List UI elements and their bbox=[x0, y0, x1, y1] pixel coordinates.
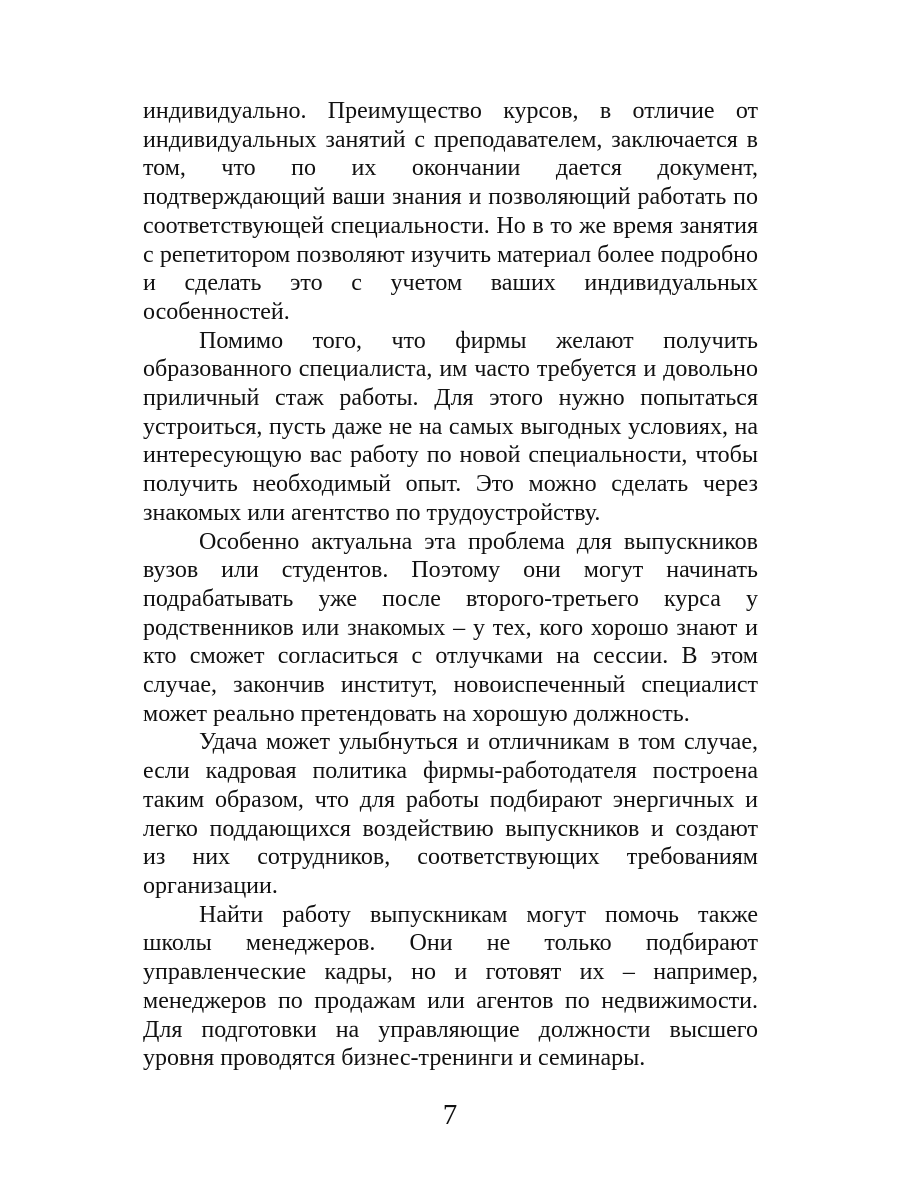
paragraph: Особенно актуальна эта проблема для выпускников вузов или студентов. Поэтому они могут начинать подрабатывать уже после второго-третьего курса у родственников или знакомых – у тех, кого хорошо знают и кто сможет согласиться с отлучками на сессии. В этом случае, закончив институт, новоиспеченный специалист может реально претендовать на хорошую должность. bbox=[143, 528, 758, 727]
body-text bbox=[143, 97, 758, 1073]
paragraph-continuation: индивидуально. Преимущество курсов, в отличие от индивидуальных занятий с преподавателем, заключается в том, что по их окончании дается документ, подтверждающий ваши знания и позволяющий работать по соответствующей специальности. Но в то же время занятия с репетитором позволяют изучить материал более подробно и сделать это с учетом ваших индивидуальных особенностей. bbox=[143, 98, 758, 325]
paragraph: Удача может улыбнуться и отличникам в том случае, если кадровая политика фирмы-работодателя построена таким образом, что для работы подбирают энергичных и легко поддающихся воздействию выпускников и создают из них сотрудников, соответствующих требованиям организации. bbox=[143, 729, 758, 899]
paragraph: Помимо того, что фирмы желают получить образованного специалиста, им часто требуется и довольно приличный стаж работы. Для этого нужно попытаться устроиться, пусть даже не на самых выгодных условиях, на интересующую вас работу по новой специальности, чтобы получить необходимый опыт. Это можно сделать через знакомых или агентство по трудоустройству. bbox=[143, 327, 758, 526]
paragraph: Найти работу выпускникам могут помочь также школы менеджеров. Они не только подбирают управленческие кадры, но и готовят их – например, менеджеров по продажам или агентов по недвижимости. Для подготовки на управляющие должности высшего уровня проводятся бизнес-тренинги и семинары. bbox=[143, 901, 758, 1072]
page-number: 7 bbox=[442, 1099, 458, 1131]
